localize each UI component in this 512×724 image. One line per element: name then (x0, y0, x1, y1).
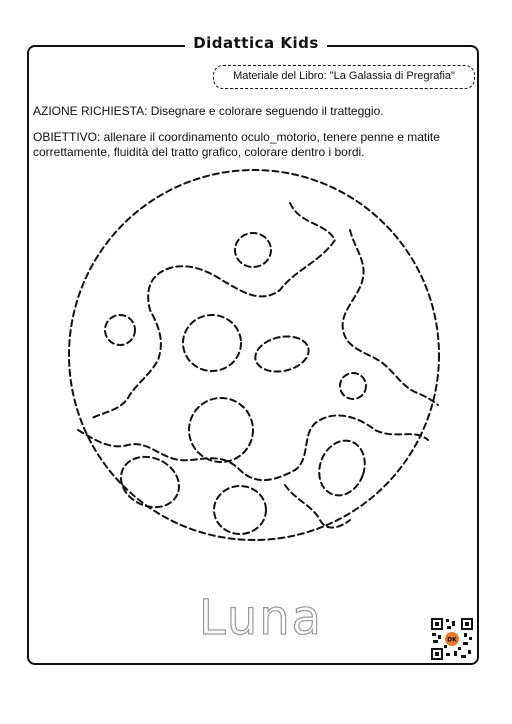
crater-1 (235, 233, 271, 267)
crater-3 (183, 315, 241, 371)
objective-instruction: OBIETTIVO: allenare il coordinamento oculo_motorio, tenere penne e matite correttamente, fluidità del tratto grafico, colorare dentro i bordi. (33, 130, 440, 159)
qr-code-icon (430, 617, 474, 661)
moon-mare-edge (285, 485, 350, 528)
crater-9 (312, 434, 372, 502)
crater-8 (214, 486, 266, 534)
crater-5 (340, 373, 366, 399)
trace-word (186, 590, 336, 646)
brand-title: Didattica Kids (185, 34, 327, 52)
moon-mare-top (92, 203, 335, 418)
source-label: Materiale del Libro: "La Galassia di Pregrafia" (213, 65, 475, 89)
crater-2 (105, 315, 135, 345)
crater-4 (252, 332, 312, 376)
moon-mare-right (343, 230, 438, 405)
crater-6 (189, 398, 253, 462)
action-instruction: AZIONE RICHIESTA: Disegnare e colorare seguendo il tratteggio. (33, 104, 384, 118)
crater-7 (113, 448, 188, 517)
svg-text:DK: DK (447, 636, 457, 644)
moon-outline (69, 170, 439, 540)
trace-word-text: Luna (198, 590, 324, 646)
